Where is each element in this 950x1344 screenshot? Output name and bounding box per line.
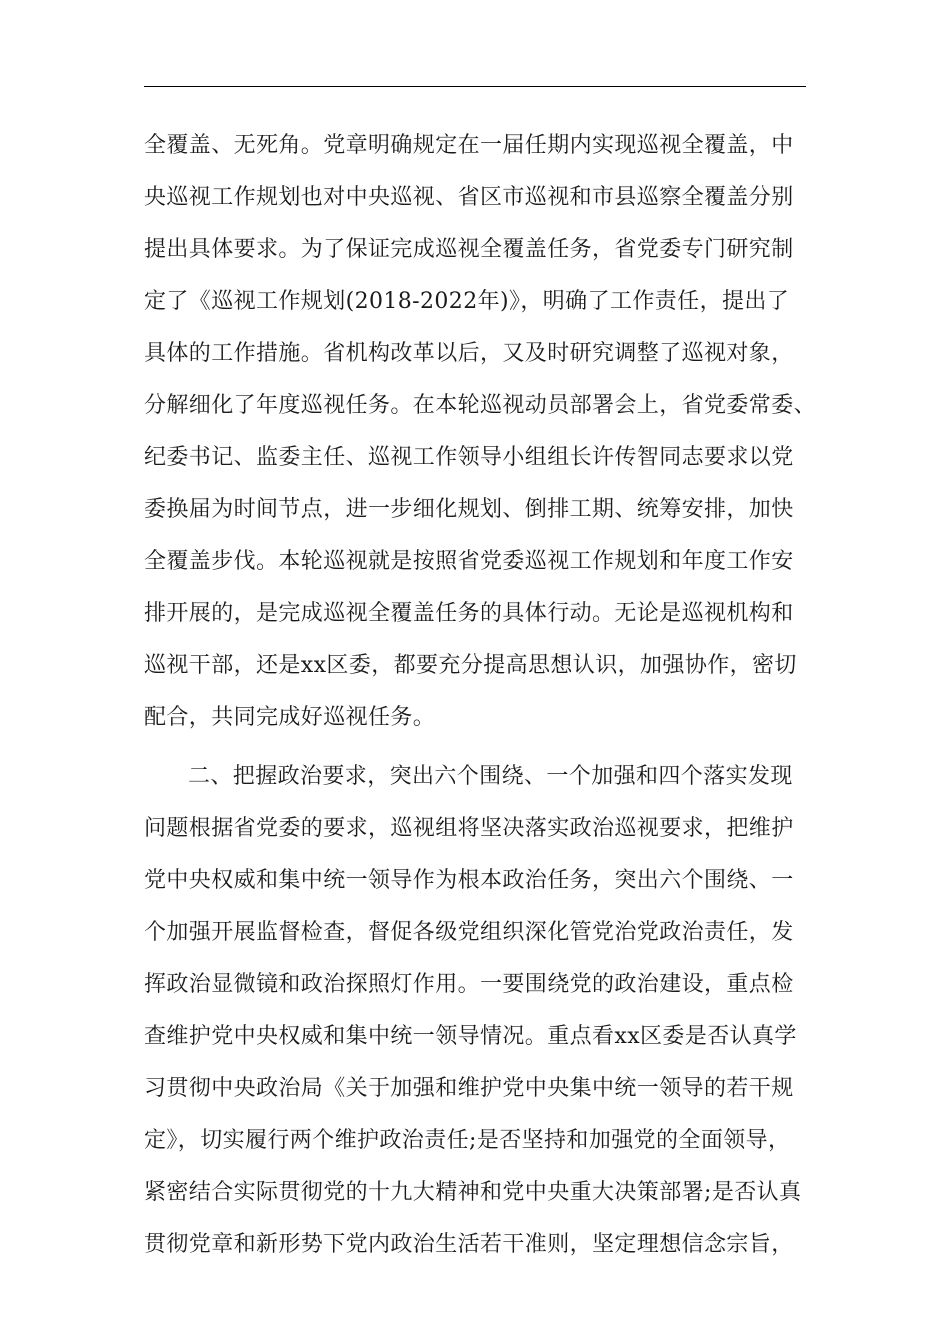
text-line: 定了《巡视工作规划(2018-2022年)》，明确了工作责任，提出了 [144, 289, 790, 314]
document-body [144, 120, 824, 1271]
text-line: 问题根据省党委的要求，巡视组将坚决落实政治巡视要求，把维护 [144, 816, 794, 841]
text-line: 排开展的，是完成巡视全覆盖任务的具体行动。无论是巡视机构和 [144, 601, 794, 626]
header-rule [144, 86, 806, 87]
text-line: 党中央权威和集中统一领导作为根本政治任务，突出六个围绕、一 [144, 868, 794, 893]
text-line: 紧密结合实际贯彻党的十九大精神和党中央重大决策部署;是否认真 [144, 1180, 802, 1205]
text-line: 贯彻党章和新形势下党内政治生活若干准则，坚定理想信念宗旨， [144, 1232, 794, 1257]
text-line: 挥政治显微镜和政治探照灯作用。一要围绕党的政治建设，重点检 [144, 972, 794, 997]
text-line: 委换届为时间节点，进一步细化规划、倒排工期、统筹安排，加快 [144, 497, 794, 522]
text-line: 习贯彻中央政治局《关于加强和维护党中央集中统一领导的若干规 [144, 1076, 794, 1101]
text-line: 定》，切实履行两个维护政治责任;是否坚持和加强党的全面领导， [144, 1128, 791, 1153]
text-line: 提出具体要求。为了保证完成巡视全覆盖任务，省党委专门研究制 [144, 237, 794, 262]
text-line: 具体的工作措施。省机构改革以后，又及时研究调整了巡视对象， [144, 341, 794, 366]
text-line: 巡视干部，还是xx区委，都要充分提高思想认识，加强协作，密切 [144, 653, 797, 678]
text-line: 分解细化了年度巡视任务。在本轮巡视动员部署会上，省党委常委、 [144, 393, 817, 418]
text-line: 个加强开展监督检查，督促各级党组织深化管党治党政治责任，发 [144, 920, 794, 945]
text-line: 配合，共同完成好巡视任务。 [144, 705, 436, 730]
text-line: 查维护党中央权威和集中统一领导情况。重点看xx区委是否认真学 [144, 1024, 797, 1049]
text-line: 全覆盖步伐。本轮巡视就是按照省党委巡视工作规划和年度工作安 [144, 549, 794, 574]
text-line: 全覆盖、无死角。党章明确规定在一届任期内实现巡视全覆盖，中 [144, 133, 794, 158]
text-line: 央巡视工作规划也对中央巡视、省区市巡视和市县巡察全覆盖分别 [144, 185, 794, 210]
text-line: 纪委书记、监委主任、巡视工作领导小组组长许传智同志要求以党 [144, 445, 794, 470]
section-heading-line: 二、把握政治要求，突出六个围绕、一个加强和四个落实发现 [188, 764, 793, 789]
